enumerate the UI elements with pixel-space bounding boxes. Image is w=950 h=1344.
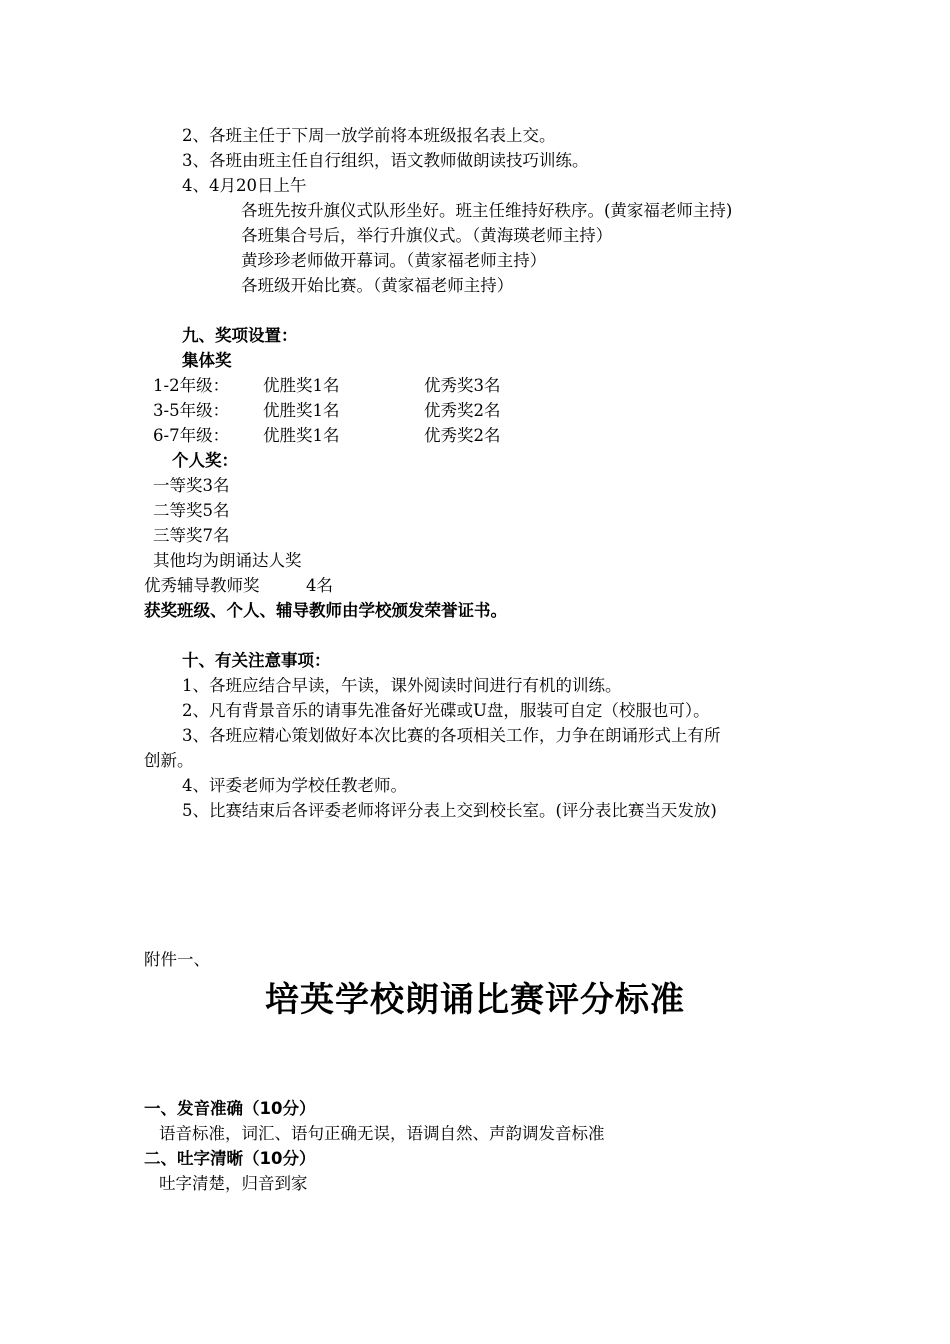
collective-award-heading: 集体奖 <box>182 351 232 370</box>
criterion-desc-2: 吐字清楚，归音到家 <box>159 1174 308 1193</box>
note-item-1: 1、各班应结合早读，午读，课外阅读时间进行有机的训练。 <box>182 676 622 695</box>
schedule-item-2: 2、各班主任于下周一放学前将本班级报名表上交。 <box>182 126 556 145</box>
grade-label: 1-2年级： <box>153 376 230 395</box>
note-item-4: 4、评委老师为学校任教老师。 <box>182 776 407 795</box>
awards-heading: 九、奖项设置： <box>182 326 298 345</box>
appendix-title: 培英学校朗诵比赛评分标准 <box>265 980 685 1020</box>
schedule-item-4: 4、4月20日上午 <box>182 176 307 195</box>
appendix-label: 附件一、 <box>144 950 210 969</box>
schedule-item-3: 3、各班由班主任自行组织，语文教师做朗读技巧训练。 <box>182 151 589 170</box>
note-item-3: 3、各班应精心策划做好本次比赛的各项相关工作，力争在朗诵形式上有所 <box>182 726 721 745</box>
grade-label: 6-7年级： <box>153 426 230 445</box>
winner-award: 优胜奖1名 <box>263 426 340 445</box>
teacher-award: 优秀辅导教师奖 <box>144 576 260 595</box>
excellent-award: 优秀奖3名 <box>424 376 501 395</box>
second-prize: 二等奖5名 <box>153 501 230 520</box>
schedule-sub-4: 各班级开始比赛。（黄家福老师主持） <box>241 276 514 295</box>
third-prize: 三等奖7名 <box>153 526 230 545</box>
grade-label: 3-5年级： <box>153 401 230 420</box>
notes-heading: 十、有关注意事项： <box>182 651 331 670</box>
note-item-3-cont: 创新。 <box>144 751 194 770</box>
note-item-2: 2、凡有背景音乐的请事先准备好光碟或U盘，服装可自定（校服也可）。 <box>182 701 710 720</box>
individual-award-heading: 个人奖： <box>172 451 238 470</box>
first-prize: 一等奖3名 <box>153 476 230 495</box>
schedule-sub-3: 黄珍珍老师做开幕词。（黄家福老师主持） <box>241 251 547 270</box>
excellent-award: 优秀奖2名 <box>424 401 501 420</box>
criterion-heading-2: 二、吐字清晰（10分） <box>144 1149 316 1168</box>
schedule-sub-1: 各班先按升旗仪式队形坐好。班主任维持好秩序。(黄家福老师主持) <box>241 201 733 220</box>
criterion-heading-1: 一、发音准确（10分） <box>144 1099 316 1118</box>
other-prize: 其他均为朗诵达人奖 <box>153 551 302 570</box>
schedule-sub-2: 各班集合号后，举行升旗仪式。（黄海瑛老师主持） <box>241 226 613 245</box>
certificate-note: 获奖班级、个人、辅导教师由学校颁发荣誉证书。 <box>144 601 507 620</box>
winner-award: 优胜奖1名 <box>263 401 340 420</box>
criterion-desc-1: 语音标准，词汇、语句正确无误，语调自然、声韵调发音标准 <box>159 1124 605 1143</box>
note-item-5: 5、比赛结束后各评委老师将评分表上交到校长室。(评分表比赛当天发放) <box>182 801 717 820</box>
excellent-award: 优秀奖2名 <box>424 426 501 445</box>
teacher-award-count: 4名 <box>306 576 333 595</box>
winner-award: 优胜奖1名 <box>263 376 340 395</box>
